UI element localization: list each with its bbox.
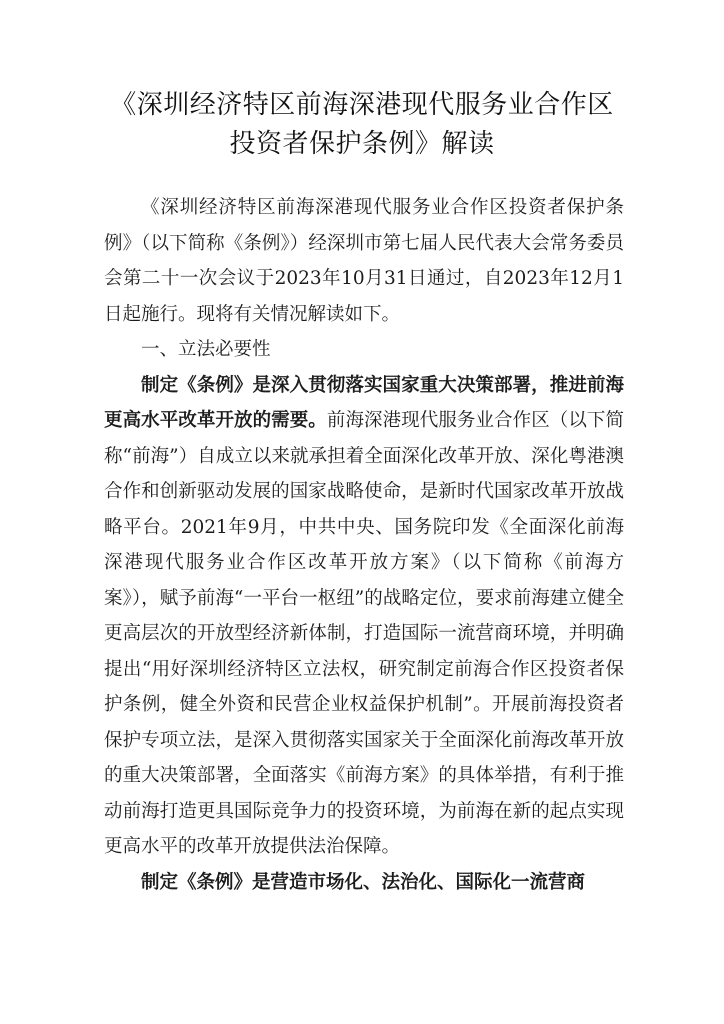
section-heading: 一、立法必要性 <box>141 339 271 360</box>
document-title-line-2: 投资者保护条例》解读 <box>229 129 495 159</box>
paragraph-1-text: 前海深港现代服务业合作区（以下简称“前海”）自成立以来就承担着全面深化改革开放、深化粤港澳合作和创新驱动发展的国家战略使命，是新时代国家改革开放战略平台。2021年9月，中共中央、国务院印发《全面深化前海深港现代服务业合作区改革开放方案》（以下简称《前海方案》），赋予前海“一平台一枢纽”的战略定位，要求前海建立健全更高层次的开放型经济新体制，打造国际一流营商环境，并明确提出“用好深圳经济特区立法权，研究制定前海合作区投资者保护条例，健全外资和民营企业权益保护机制”。开展前海投资者保护专项立法，是深入贯彻落实国家关于全面深化前海改革开放的重大决策部署，全面落实《前海方案》的具体举措，有利于推动前海打造更具国际竞争力的投资环境，为前海在新的起点实现更高水平的改革开放提供法治保障。 <box>104 410 624 857</box>
document-body <box>104 190 624 900</box>
paragraph-1-lead: 制定《条例》是深入贯彻落实国家重大决策部署，推进前海更高水平改革开放的需要。 <box>104 374 624 431</box>
paragraph-2-lead: 制定《条例》是营造市场化、法治化、国际化一流营商 <box>141 871 586 893</box>
paragraph-2 <box>104 865 624 901</box>
paragraph-1 <box>104 368 624 865</box>
intro-paragraph: 《深圳经济特区前海深港现代服务业合作区投资者保护条例》（以下简称《条例》）经深圳市第七届人民代表大会常务委员会第二十一次会议于2023年10月31日通过，自2023年12月1日起施行。现将有关情况解读如下。 <box>104 197 624 325</box>
document-title-line-1: 《深圳经济特区前海深港现代服务业合作区 <box>110 90 614 120</box>
